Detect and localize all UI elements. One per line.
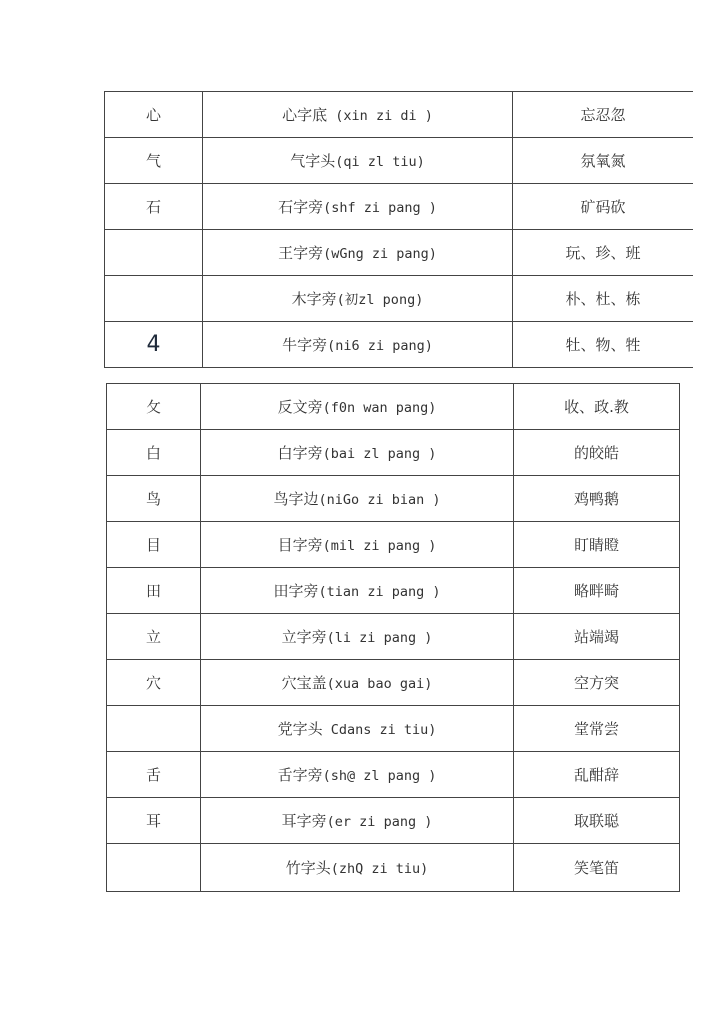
radical-char: 舌 — [107, 752, 201, 798]
radical-pinyin: (qi zl tiu) — [335, 154, 425, 170]
radical-examples: 氛氧氮 — [513, 138, 694, 184]
radical-name: 白字旁 — [277, 444, 323, 462]
table-row — [105, 138, 694, 184]
radical-char: 立 — [107, 614, 201, 660]
table-row — [105, 184, 694, 230]
radical-char: 穴 — [107, 660, 201, 706]
radical-name-cell — [203, 184, 513, 230]
radical-pinyin: (niGo zi bian ) — [318, 492, 441, 508]
table-row — [105, 322, 694, 368]
radical-name: 目字旁 — [277, 536, 323, 554]
table-row — [107, 568, 680, 614]
radical-char: 白 — [107, 430, 201, 476]
table-row — [107, 752, 680, 798]
radical-name: 耳字旁 — [281, 812, 327, 830]
radical-name-cell — [201, 476, 514, 522]
radical-char: 4 — [105, 322, 203, 368]
table-row — [105, 92, 694, 138]
table-row — [107, 430, 680, 476]
radical-pinyin: (xua bao gai) — [326, 676, 433, 692]
table-row — [107, 798, 680, 844]
radical-name: 鸟字边 — [273, 490, 319, 508]
radical-char — [107, 706, 201, 752]
radical-pinyin: (tian zi pang ) — [318, 584, 441, 600]
radical-name-cell — [201, 430, 514, 476]
radical-name: 牛字旁 — [282, 336, 328, 354]
table-row — [107, 522, 680, 568]
radical-char — [105, 230, 203, 276]
radical-char: 攵 — [107, 384, 201, 430]
radical-char: 耳 — [107, 798, 201, 844]
radical-pinyin: (zhQ zi tiu) — [330, 861, 429, 877]
radical-name-cell — [203, 276, 513, 322]
radical-examples: 略畔畸 — [514, 568, 680, 614]
radical-name-cell — [201, 522, 514, 568]
radical-pinyin: (初zl pong) — [336, 292, 424, 308]
radical-name: 竹字头 — [285, 859, 331, 877]
radical-examples: 盯睛瞪 — [514, 522, 680, 568]
radical-pinyin: (mil zi pang ) — [322, 538, 437, 554]
radical-table-2 — [106, 383, 680, 892]
radical-pinyin: (sh@ zl pang ) — [322, 768, 437, 784]
table-row — [107, 706, 680, 752]
radical-char: 气 — [105, 138, 203, 184]
table-row — [107, 660, 680, 706]
table-row — [107, 844, 680, 892]
radical-examples: 收、政.教 — [514, 384, 680, 430]
radical-name-cell — [201, 798, 514, 844]
radical-pinyin: (xin zi di ) — [327, 108, 433, 124]
radical-pinyin: (er zi pang ) — [326, 814, 433, 830]
radical-name: 穴宝盖 — [281, 674, 327, 692]
radical-char: 目 — [107, 522, 201, 568]
radical-examples: 的皎皓 — [514, 430, 680, 476]
radical-examples: 鸡鸭鹅 — [514, 476, 680, 522]
radical-name: 田字旁 — [273, 582, 319, 600]
radical-examples: 乱酣辞 — [514, 752, 680, 798]
table-row — [107, 614, 680, 660]
radical-name: 木字旁 — [291, 290, 337, 308]
radical-name-cell — [203, 92, 513, 138]
radical-name: 党字头 — [277, 720, 323, 738]
radical-char: 鸟 — [107, 476, 201, 522]
table-row — [105, 230, 694, 276]
radical-name-cell — [201, 844, 514, 892]
radical-examples: 堂常尝 — [514, 706, 680, 752]
radical-name-cell — [201, 568, 514, 614]
radical-name-cell — [201, 752, 514, 798]
radical-pinyin: (f0n wan pang) — [322, 400, 437, 416]
radical-examples: 玩、珍、班 — [513, 230, 694, 276]
radical-pinyin: (li zi pang ) — [326, 630, 433, 646]
radical-examples: 矿码砍 — [513, 184, 694, 230]
radical-examples: 取联聪 — [514, 798, 680, 844]
radical-char: 田 — [107, 568, 201, 614]
radical-name-cell — [201, 614, 514, 660]
radical-pinyin: (wGng zi pang) — [323, 246, 437, 262]
table-row — [107, 384, 680, 430]
radical-name-cell — [201, 384, 514, 430]
radical-examples: 忘忍忽 — [513, 92, 694, 138]
radical-name-cell — [201, 660, 514, 706]
radical-examples: 站端竭 — [514, 614, 680, 660]
radical-name: 王字旁 — [278, 244, 324, 262]
radical-name: 石字旁 — [278, 198, 324, 216]
radical-char — [105, 276, 203, 322]
radical-name: 气字头 — [290, 152, 336, 170]
radical-name: 立字旁 — [281, 628, 327, 646]
radical-name-cell — [203, 138, 513, 184]
radical-pinyin: Cdans zi tiu) — [322, 722, 437, 738]
radical-examples: 牡、物、牲 — [513, 322, 694, 368]
radical-name-cell — [201, 706, 514, 752]
radical-examples: 笑笔笛 — [514, 844, 680, 892]
radical-name-cell — [203, 322, 513, 368]
radical-pinyin: (ni6 zi pang) — [327, 338, 433, 354]
radical-name: 反文旁 — [277, 398, 323, 416]
radical-name: 心字底 — [282, 106, 328, 124]
table-row — [107, 476, 680, 522]
radical-char — [107, 844, 201, 892]
radical-pinyin: (bai zl pang ) — [322, 446, 437, 462]
radical-name-cell — [203, 230, 513, 276]
radical-char: 石 — [105, 184, 203, 230]
radical-char: 心 — [105, 92, 203, 138]
radical-pinyin: (shf zi pang ) — [323, 200, 437, 216]
radical-examples: 空方突 — [514, 660, 680, 706]
radical-examples: 朴、杜、栋 — [513, 276, 694, 322]
table-row — [105, 276, 694, 322]
radical-name: 舌字旁 — [277, 766, 323, 784]
radical-table-1 — [104, 91, 693, 368]
